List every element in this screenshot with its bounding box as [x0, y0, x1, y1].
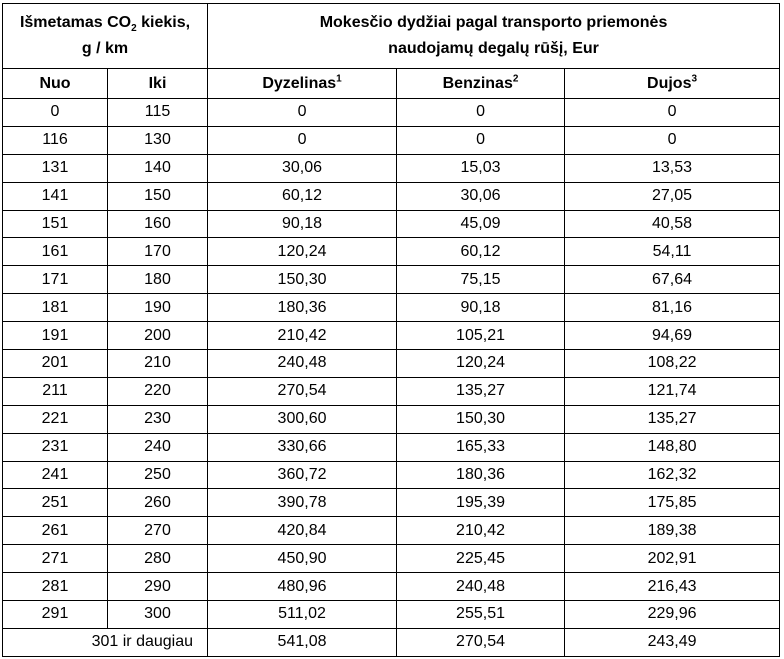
cell-to: 190 — [108, 294, 208, 322]
co2-tax-table — [2, 3, 780, 657]
cell-petrol: 90,18 — [397, 294, 565, 322]
cell-petrol: 0 — [397, 99, 565, 127]
cell-diesel: 450,90 — [208, 545, 397, 573]
table-row — [3, 182, 780, 210]
cell-petrol: 15,03 — [397, 154, 565, 182]
col-header-to: Iki — [108, 69, 208, 99]
cell-diesel: 480,96 — [208, 573, 397, 601]
cell-petrol: 180,36 — [397, 461, 565, 489]
cell-gas: 175,85 — [565, 489, 780, 517]
table-row — [3, 266, 780, 294]
table-row — [3, 573, 780, 601]
table-row — [3, 601, 780, 629]
col-header-diesel: Dyzelinas$^1$ — [208, 69, 397, 99]
cell-diesel: 330,66 — [208, 433, 397, 461]
cell-from: 221 — [3, 405, 108, 433]
cell-gas: 243,49 — [565, 628, 780, 656]
cell-to: 240 — [108, 433, 208, 461]
table-row — [3, 545, 780, 573]
cell-to: 130 — [108, 126, 208, 154]
table-body — [3, 99, 780, 657]
table-row — [3, 377, 780, 405]
table-row — [3, 461, 780, 489]
cell-diesel: 0 — [208, 126, 397, 154]
cell-diesel: 240,48 — [208, 350, 397, 378]
cell-to: 260 — [108, 489, 208, 517]
cell-gas: 148,80 — [565, 433, 780, 461]
cell-diesel: 420,84 — [208, 517, 397, 545]
cell-petrol: 255,51 — [397, 601, 565, 629]
cell-diesel: 150,30 — [208, 266, 397, 294]
cell-to: 180 — [108, 266, 208, 294]
cell-to: 160 — [108, 210, 208, 238]
cell-range-merged: 301 ir daugiau — [3, 628, 208, 656]
col-header-gas: Dujos$^3$ — [565, 69, 780, 99]
cell-to: 230 — [108, 405, 208, 433]
table-row — [3, 350, 780, 378]
cell-petrol: 150,30 — [397, 405, 565, 433]
cell-gas: 135,27 — [565, 405, 780, 433]
cell-diesel: 300,60 — [208, 405, 397, 433]
cell-to: 220 — [108, 377, 208, 405]
cell-gas: 0 — [565, 126, 780, 154]
table-row — [3, 154, 780, 182]
cell-to: 115 — [108, 99, 208, 127]
cell-petrol: 240,48 — [397, 573, 565, 601]
cell-diesel: 511,02 — [208, 601, 397, 629]
header-row-top — [3, 4, 780, 69]
cell-gas: 40,58 — [565, 210, 780, 238]
cell-from: 181 — [3, 294, 108, 322]
table-row — [3, 126, 780, 154]
table-row-last — [3, 628, 780, 656]
tax-header-line-1: Mokesčio dydžiai pagal transporto priemonės — [319, 14, 668, 31]
cell-gas: 27,05 — [565, 182, 780, 210]
cell-from: 116 — [3, 126, 108, 154]
cell-gas: 216,43 — [565, 573, 780, 601]
cell-to: 270 — [108, 517, 208, 545]
cell-from: 131 — [3, 154, 108, 182]
table-row — [3, 294, 780, 322]
cell-gas: 162,32 — [565, 461, 780, 489]
cell-from: 0 — [3, 99, 108, 127]
cell-to: 250 — [108, 461, 208, 489]
cell-diesel: 541,08 — [208, 628, 397, 656]
cell-gas: 0 — [565, 99, 780, 127]
table-row — [3, 489, 780, 517]
table-row — [3, 433, 780, 461]
cell-from: 211 — [3, 377, 108, 405]
cell-gas: 67,64 — [565, 266, 780, 294]
cell-gas: 202,91 — [565, 545, 780, 573]
cell-petrol: 75,15 — [397, 266, 565, 294]
tax-amount-header — [208, 4, 780, 69]
cell-to: 280 — [108, 545, 208, 573]
table-row — [3, 517, 780, 545]
cell-diesel: 30,06 — [208, 154, 397, 182]
cell-diesel: 270,54 — [208, 377, 397, 405]
cell-diesel: 0 — [208, 99, 397, 127]
cell-to: 170 — [108, 238, 208, 266]
cell-diesel: 90,18 — [208, 210, 397, 238]
cell-to: 300 — [108, 601, 208, 629]
table-row — [3, 405, 780, 433]
cell-gas: 189,38 — [565, 517, 780, 545]
tax-header-line-2: naudojamų degalų rūšį, Eur — [388, 40, 599, 57]
table-row — [3, 210, 780, 238]
cell-petrol: 45,09 — [397, 210, 565, 238]
cell-gas: 81,16 — [565, 294, 780, 322]
cell-to: 140 — [108, 154, 208, 182]
cell-petrol: 210,42 — [397, 517, 565, 545]
cell-petrol: 120,24 — [397, 350, 565, 378]
cell-gas: 54,11 — [565, 238, 780, 266]
co2-header-line-1: Išmetamas $CO_2$ kiekis, — [19, 14, 191, 35]
cell-to: 290 — [108, 573, 208, 601]
table-row — [3, 238, 780, 266]
cell-gas: 13,53 — [565, 154, 780, 182]
cell-from: 161 — [3, 238, 108, 266]
cell-petrol: 135,27 — [397, 377, 565, 405]
cell-from: 151 — [3, 210, 108, 238]
cell-petrol: 60,12 — [397, 238, 565, 266]
cell-from: 291 — [3, 601, 108, 629]
co2-emission-header — [3, 4, 208, 69]
cell-petrol: 30,06 — [397, 182, 565, 210]
cell-petrol: 0 — [397, 126, 565, 154]
cell-petrol: 195,39 — [397, 489, 565, 517]
col-header-from: Nuo — [3, 69, 108, 99]
cell-from: 271 — [3, 545, 108, 573]
cell-to: 200 — [108, 322, 208, 350]
header-row-sub — [3, 69, 780, 99]
cell-diesel: 60,12 — [208, 182, 397, 210]
cell-from: 281 — [3, 573, 108, 601]
cell-petrol: 270,54 — [397, 628, 565, 656]
cell-petrol: 165,33 — [397, 433, 565, 461]
cell-diesel: 180,36 — [208, 294, 397, 322]
cell-from: 251 — [3, 489, 108, 517]
cell-from: 231 — [3, 433, 108, 461]
cell-to: 210 — [108, 350, 208, 378]
col-header-petrol: Benzinas$^2$ — [397, 69, 565, 99]
cell-gas: 108,22 — [565, 350, 780, 378]
table-row — [3, 322, 780, 350]
cell-petrol: 105,21 — [397, 322, 565, 350]
cell-diesel: 360,72 — [208, 461, 397, 489]
table-row — [3, 99, 780, 127]
cell-diesel: 210,42 — [208, 322, 397, 350]
cell-gas: 94,69 — [565, 322, 780, 350]
cell-from: 171 — [3, 266, 108, 294]
cell-from: 141 — [3, 182, 108, 210]
cell-from: 191 — [3, 322, 108, 350]
cell-to: 150 — [108, 182, 208, 210]
cell-from: 261 — [3, 517, 108, 545]
cell-gas: 229,96 — [565, 601, 780, 629]
cell-diesel: 120,24 — [208, 238, 397, 266]
cell-gas: 121,74 — [565, 377, 780, 405]
cell-diesel: 390,78 — [208, 489, 397, 517]
cell-from: 241 — [3, 461, 108, 489]
co2-header-line-2: g / km — [81, 40, 129, 57]
cell-petrol: 225,45 — [397, 545, 565, 573]
cell-from: 201 — [3, 350, 108, 378]
